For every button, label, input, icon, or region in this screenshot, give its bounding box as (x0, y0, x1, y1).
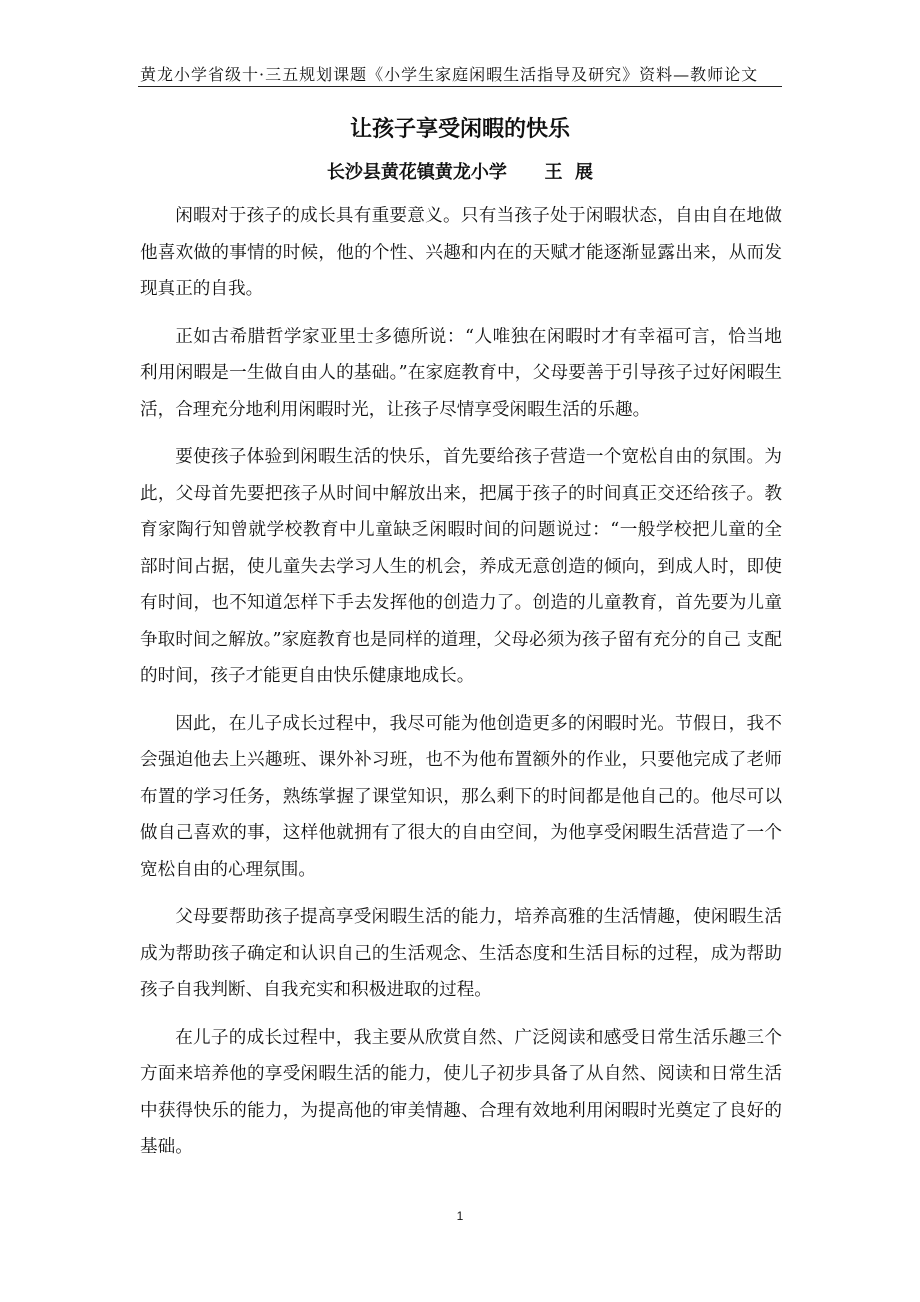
page-number: 1 (456, 1209, 464, 1223)
running-header: 黄龙小学省级十·三五规划课题《小学生家庭闲暇生活指导及研究》资料—教师论文 (140, 65, 759, 84)
header-divider (138, 86, 782, 87)
article-body (140, 198, 782, 1177)
article-byline: 长沙县黄花镇黄龙小学 王 展 (326, 162, 594, 183)
paragraph: 正如古希腊哲学家亚里士多德所说：“人唯独在闲暇时才有幸福可言，恰当地利用闲暇是一生做自由人的基础。”在家庭教育中，父母要善于引导孩子过好闲暇生活，合理充分地利用闲暇时光，让孩子尽情享受闲暇生活的乐趣。 (140, 326, 782, 420)
paragraph: 父母要帮助孩子提高享受闲暇生活的能力，培养高雅的生活情趣，使闲暇生活成为帮助孩子确定和认识自己的生活观念、生活态度和生活目标的过程，成为帮助孩子自我判断、自我充实和积极进取的过程。 (140, 907, 782, 1000)
paragraph: 因此，在儿子成长过程中，我尽可能为他创造更多的闲暇时光。节假日，我不会强迫他去上兴趣班、课外补习班，也不为他布置额外的作业，只要他完成了老师布置的学习任务，熟练掌握了课堂知识，那么剩下的时间都是他自己的。他尽可以做自己喜欢的事，这样他就拥有了很大的自由空间，为他享受闲暇生活营造了一个宽松自由的心理氛围。 (140, 713, 782, 880)
paragraph: 在儿子的成长过程中，我主要从欣赏自然、广泛阅读和感受日常生活乐趣三个方面来培养他的享受闲暇生活的能力，使儿子初步具备了从自然、阅读和日常生活中获得快乐的能力，为提高他的审美情趣、合理有效地利用闲暇时光奠定了良好的基础。 (140, 1027, 782, 1157)
paragraph: 要使孩子体验到闲暇生活的快乐，首先要给孩子营造一个宽松自由的氛围。为此，父母首先要把孩子从时间中解放出来，把属于孩子的时间真正交还给孩子。教育家陶行知曾就学校教育中儿童缺乏闲暇时间的问题说过：“一般学校把儿童的全部时间占据，使儿童失去学习人生的机会，养成无意创造的倾向，到成人时，即使有时间，也不知道怎样下手去发挥他的创造力了。创造的儿童教育，首先要为儿童争取时间之解放。”家庭教育也是同样的道理，父母必须为孩子留有充分的自己 支配的时间，孩子才能更自由快乐健康地成长。 (140, 447, 782, 686)
paragraph: 闲暇对于孩子的成长具有重要意义。只有当孩子处于闲暇状态，自由自在地做他喜欢做的事情的时候，他的个性、兴趣和内在的天赋才能逐渐显露出来，从而发现真正的自我。 (140, 206, 782, 299)
article-title: 让孩子享受闲暇的快乐 (349, 117, 570, 142)
